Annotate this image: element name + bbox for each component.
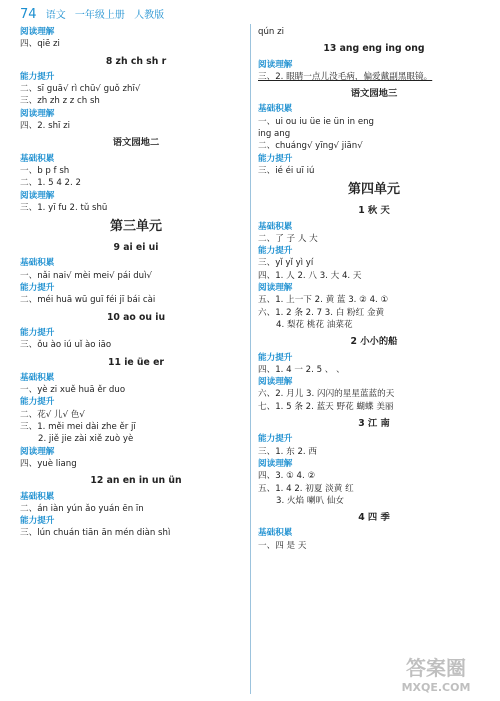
section-heading: 能力提升: [258, 246, 293, 257]
answer-line: 二、花√ 儿√ 色√: [20, 409, 85, 420]
page-header: [20, 6, 164, 22]
answer-line: 三、2. 眼睛一点儿没毛病，偏爱戴副黑眼镜。: [258, 71, 433, 82]
right-column: [258, 26, 490, 552]
answer-line: 四、1. 人 2. 八 3. 大 4. 天: [258, 270, 362, 281]
section-heading: 能力提升: [20, 283, 55, 294]
section-heading: 能力提升: [20, 516, 55, 527]
answer-line: 一、ui ou iu üe ie ün in eng: [258, 116, 375, 127]
answer-line: 四、qiē zi: [20, 39, 60, 50]
answer-line: 三、ǒu ào iú uǐ ào iāo: [20, 340, 112, 351]
answer-line: 二、méi huā wū guī féi jī bái cài: [20, 295, 156, 306]
lesson-title: 9 ai ei ui: [113, 242, 159, 254]
lesson-title: 语文园地二: [112, 137, 160, 149]
section-heading: 基础积累: [20, 153, 55, 164]
answer-line: 五、1. 4 2. 初夏 淡黄 红: [258, 483, 354, 494]
answer-line: 4. 梨花 桃花 油菜花: [276, 319, 353, 330]
section-heading: 基础积累: [20, 258, 55, 269]
answer-line: 三、1. yī fu 2. tǔ shū: [20, 202, 108, 213]
section-heading: 阅读理解: [20, 27, 55, 37]
section-heading: 阅读理解: [258, 283, 293, 294]
answer-line: 二、1. 5 4 2. 2: [20, 178, 81, 189]
answer-line: 一、yè zi xuě huā ěr duo: [20, 385, 126, 396]
section-heading: 阅读理解: [258, 377, 293, 388]
section-heading: 能力提升: [258, 352, 293, 363]
section-heading: 基础积累: [20, 372, 55, 383]
section-heading: 基础积累: [258, 221, 293, 232]
header-edition: 人教版: [134, 10, 165, 21]
watermark-bottom: MXQE.COM: [401, 681, 471, 694]
header-subject: 语文: [45, 10, 66, 21]
lesson-title: 3 江 南: [358, 418, 390, 430]
section-heading: 基础积累: [20, 491, 55, 502]
lesson-title: 1 秋 天: [358, 205, 390, 217]
section-heading: 基础积累: [258, 104, 293, 115]
answer-line: 二、chuáng√ yīng√ jiān√: [258, 141, 363, 152]
unit-title: 第四单元: [347, 182, 400, 198]
section-heading: 阅读理解: [20, 108, 55, 119]
answer-line: 3. 火焰 喇叭 仙女: [276, 495, 344, 506]
answer-line: 六、2. 月儿 3. 闪闪的星星蓝蓝的天: [258, 389, 395, 400]
unit-title: 第三单元: [109, 219, 162, 235]
section-heading: 能力提升: [258, 153, 293, 164]
section-heading: 基础积累: [258, 528, 293, 539]
left-column: [20, 26, 252, 540]
column-divider: [250, 24, 251, 694]
section-heading: 能力提升: [258, 434, 293, 445]
watermark-logo: [380, 653, 492, 697]
section-heading: 阅读理解: [258, 458, 293, 469]
answer-line: 三、lún chuán tiān ān mén diàn shì: [20, 528, 171, 539]
lesson-title: 语文园地三: [350, 88, 398, 100]
answer-line: 四、3. ① 4. ②: [258, 471, 316, 482]
lesson-title: 2 小小的船: [350, 336, 398, 348]
answer-line: 六、1. 2 条 2. 7 3. 白 粉红 金黄: [258, 307, 385, 318]
lesson-title: 13 ang eng ing ong: [323, 43, 425, 55]
answer-line: 一、b p f sh: [20, 165, 70, 176]
lesson-title: 12 an en in un ün: [90, 475, 182, 487]
answer-line: 三、yǐ yǐ yì yí: [258, 258, 314, 269]
page-number: 74: [20, 7, 37, 22]
lesson-title: 11 ie üe er: [108, 356, 164, 368]
section-heading: 能力提升: [20, 327, 55, 338]
lesson-title: 8 zh ch sh r: [105, 55, 167, 67]
answer-line: 七、1. 5 条 2. 蓝天 野花 蝴蝶 美丽: [258, 401, 394, 412]
answer-line: 二、了 子 人 大: [258, 233, 318, 244]
answer-line: qún zi: [258, 27, 284, 37]
header-grade: 一年级上册: [74, 10, 125, 21]
watermark-top: 答案圈: [406, 656, 466, 680]
section-heading: 阅读理解: [20, 190, 55, 201]
answer-line: 四、1. 4 一 2. 5 、 、: [258, 364, 345, 375]
answer-line: 三、1. měi mei dài zhe ěr jī: [20, 422, 136, 433]
answer-line: 四、yuè liang: [20, 458, 77, 469]
answer-line: 五、1. 上一下 2. 黄 蓝 3. ② 4. ①: [258, 295, 389, 306]
answer-line: 2. jiě jie zài xiě zuò yè: [38, 434, 134, 445]
answer-line: 三、ié éi uī iú: [258, 165, 315, 176]
section-heading: 阅读理解: [258, 59, 293, 70]
section-heading: 能力提升: [20, 397, 55, 408]
answer-line: 四、2. shī zi: [20, 121, 71, 132]
answer-line: 一、nǎi nai√ mèi mei√ pái duì√: [20, 270, 152, 281]
lesson-title: 4 四 季: [358, 512, 390, 524]
section-heading: 能力提升: [20, 71, 55, 82]
answer-line: ing ang: [258, 129, 291, 140]
answer-line: 三、1. 东 2. 西: [258, 446, 317, 457]
answer-line: 二、án iàn yún ǎo yuán ēn īn: [20, 503, 144, 514]
section-heading: 阅读理解: [20, 446, 55, 457]
answer-line: 一、四 是 天: [258, 540, 307, 551]
answer-line: 二、sī guā√ rì chū√ guǒ zhī√: [20, 84, 141, 95]
lesson-title: 10 ao ou iu: [106, 311, 166, 323]
answer-line: 三、zh zh z z ch sh: [20, 96, 100, 107]
